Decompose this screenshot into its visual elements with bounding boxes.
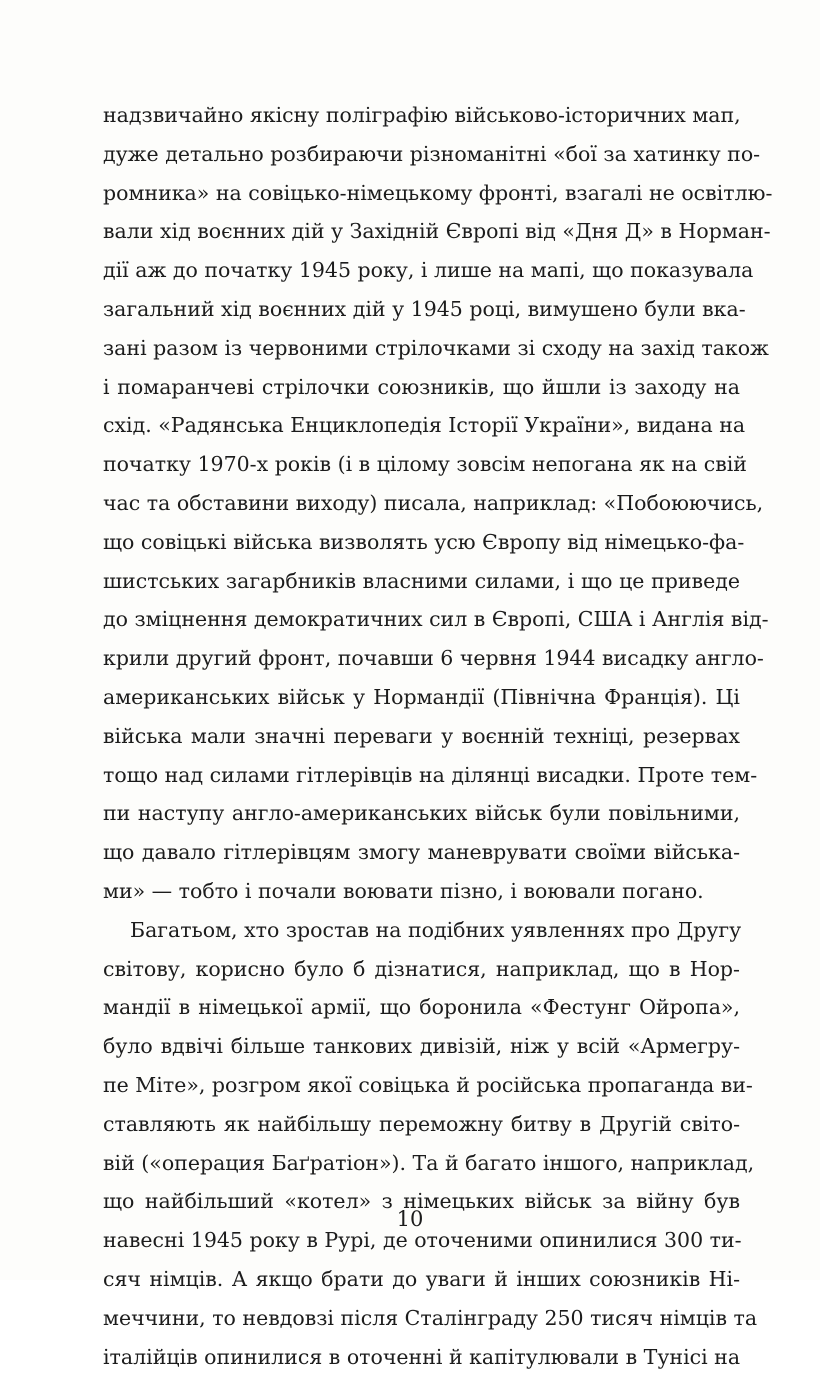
text-line: вали хід воєнних дій у Західній Європі від «Дня Д» в Норман- bbox=[103, 212, 740, 251]
text-line: вій («операция Баґратіон»). Та й багато іншого, наприклад, bbox=[103, 1144, 740, 1183]
text-line: меччини, то невдовзі після Сталінграду 250 тисяч німців та bbox=[103, 1299, 740, 1338]
page-number: 10 bbox=[0, 1206, 820, 1232]
text-line: крили другий фронт, почавши 6 червня 1944 висадку англо- bbox=[103, 639, 740, 678]
paragraph bbox=[103, 911, 740, 1376]
text-line: мандії в німецької армії, що боронила «Фестунг Ойропа», bbox=[103, 988, 740, 1027]
text-line: дії аж до початку 1945 року, і лише на мапі, що показувала bbox=[103, 251, 740, 290]
text-line: і помаранчеві стрілочки союзників, що йшли із заходу на bbox=[103, 368, 740, 407]
text-line: навесні 1945 року в Рурі, де оточеними опинилися 300 ти- bbox=[103, 1221, 740, 1260]
text-line: ставляють як найбільшу переможну битву в Другій світо- bbox=[103, 1105, 740, 1144]
text-line: шистських загарбників власними силами, і що це приведе bbox=[103, 562, 740, 601]
text-line: війська мали значні переваги у воєнній техніці, резервах bbox=[103, 717, 740, 756]
text-line: американських військ у Нормандії (Північна Франція). Ці bbox=[103, 678, 740, 717]
text-line: загальний хід воєнних дій у 1945 році, вимушено були вка- bbox=[103, 290, 740, 329]
text-line: зані разом із червоними стрілочками зі сходу на захід також bbox=[103, 329, 740, 368]
text-line: італійців опинилися в оточенні й капітулювали в Тунісі на bbox=[103, 1338, 740, 1376]
text-line: час та обставини виходу) писала, наприклад: «Побоюючись, bbox=[103, 484, 740, 523]
text-line: що давало гітлерівцям змогу маневрувати своїми війська- bbox=[103, 833, 740, 872]
text-line: що найбільший «котел» з німецьких військ за війну був bbox=[103, 1182, 740, 1221]
text-line: пе Міте», розгром якої совіцька й російська пропаганда ви- bbox=[103, 1066, 740, 1105]
text-line: що совіцькі війська визволять усю Європу від німецько-фа- bbox=[103, 523, 740, 562]
text-line: початку 1970-х років (і в цілому зовсім непогана як на свій bbox=[103, 445, 740, 484]
text-line: схід. «Радянська Енциклопедія Історії України», видана на bbox=[103, 406, 740, 445]
text-line: ми» — тобто і почали воювати пізно, і воювали погано. bbox=[103, 872, 740, 911]
text-line: дуже детально розбираючи різноманітні «бої за хатинку по- bbox=[103, 135, 740, 174]
text-line: світову, корисно було б дізнатися, наприклад, що в Нор- bbox=[103, 950, 740, 989]
text-line: пи наступу англо-американських військ були повільними, bbox=[103, 794, 740, 833]
text-line: до зміцнення демократичних сил в Європі, США і Англія від- bbox=[103, 600, 740, 639]
text-line: Багатьом, хто зростав на подібних уявленнях про Другу bbox=[103, 911, 740, 950]
paragraph bbox=[103, 96, 740, 911]
body-text bbox=[103, 96, 740, 1376]
text-line: було вдвічі більше танкових дивізій, ніж у всій «Армегру- bbox=[103, 1027, 740, 1066]
text-line: сяч німців. А якщо брати до уваги й інших союзників Ні- bbox=[103, 1260, 740, 1299]
text-line: надзвичайно якісну поліграфію військово-історичних мап, bbox=[103, 96, 740, 135]
text-line: ромника» на совіцько-німецькому фронті, взагалі не освітлю- bbox=[103, 174, 740, 213]
text-line: тощо над силами гітлерівців на ділянці висадки. Проте тем- bbox=[103, 756, 740, 795]
